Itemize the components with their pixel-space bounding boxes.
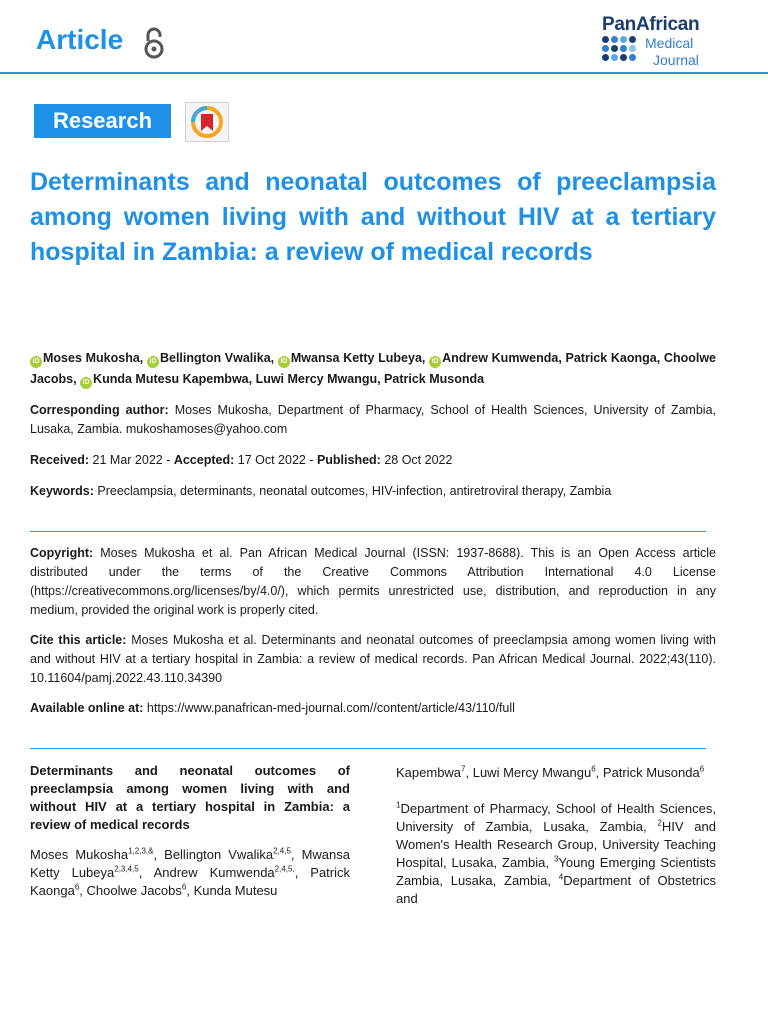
divider: [30, 531, 706, 532]
keywords-label: Keywords:: [30, 484, 94, 498]
author-name: Moses Mukosha: [30, 847, 129, 862]
author-name: , Luwi Mercy Mwangu: [465, 765, 592, 780]
affiliation-marker: 2: [657, 818, 662, 828]
affiliation: Department of Pharmacy, School of Health Sciences, University of Zambia, Lusaka, Zambia,: [396, 801, 716, 834]
corresponding-text: Moses Mukosha, Department of Pharmacy, School of Health Sciences, University of Zambia, Lusaka, Zambia. mukoshamoses@yahoo.com: [30, 403, 717, 436]
affiliation-marker: 2,4,5,: [274, 864, 295, 874]
affiliation-marker: 6: [181, 882, 187, 892]
copyright-label: Copyright:: [30, 546, 94, 560]
research-badge: Research: [34, 104, 171, 138]
author-name: , Andrew Kumwenda: [138, 865, 275, 880]
available-online: [30, 699, 716, 718]
column-article-title: Determinants and neonatal outcomes of preeclampsia among women living with and without HIV at a tertiary hospital in Zambia: a review of medical records: [30, 763, 350, 832]
author-name: , Bellington Vwalika: [153, 847, 274, 862]
keywords: [30, 482, 716, 501]
orcid-icon[interactable]: iD: [80, 377, 92, 389]
crossmark-symbol-icon: [186, 103, 228, 141]
journal-name: PanAfrican: [602, 14, 700, 35]
journal-sub-journal: Journal: [653, 52, 699, 68]
orcid-icon[interactable]: iD: [429, 356, 441, 368]
author-name: , Patrick Kaonga: [30, 865, 350, 898]
cite-text: Moses Mukosha et al. Determinants and neonatal outcomes of preeclampsia among women living with and without HIV at a tertiary hospital in Zambia: a review of medical records. Pan African Medical Journal. 2022;43(110). 10.11604/pamj.2022.43.110.34390: [30, 633, 717, 685]
affiliation-marker: 2,3,4,5: [114, 864, 139, 874]
author-name: , Kunda Mutesu: [186, 883, 278, 898]
affiliation-marker: 6: [591, 764, 596, 774]
affiliation: HIV and Women's Health Research Group, University Teaching Hospital, Lusaka, Zambia,: [396, 819, 716, 870]
author-list: [30, 348, 716, 390]
available-label: Available online at:: [30, 701, 144, 715]
author-name: Mwansa Ketty Lubeya,: [290, 351, 426, 365]
column-author-list: [30, 846, 350, 900]
affiliation-marker: 3: [553, 854, 559, 864]
received-label: Received:: [30, 453, 90, 467]
orcid-icon[interactable]: iD: [30, 356, 42, 368]
keywords-text: Preeclampsia, determinants, neonatal outcomes, HIV-infection, antiretroviral therapy, Zambia: [93, 484, 612, 498]
affiliation-marker: 6: [699, 764, 705, 774]
published-date: 28 Oct 2022: [380, 453, 453, 467]
left-column: [30, 762, 350, 912]
available-link[interactable]: https://www.panafrican-med-journal.com//content/article/43/110/full: [143, 701, 515, 715]
affiliation: Young Emerging Scientists Zambia, Lusaka, Zambia,: [396, 855, 717, 888]
author-name: Kunda Mutesu Kapembwa, Luwi Mercy Mwangu, Patrick Musonda: [93, 372, 485, 386]
orcid-icon[interactable]: iD: [278, 356, 290, 368]
author-name: Andrew Kumwenda, Patrick Kaonga, Choolwe Jacobs,: [30, 351, 716, 386]
journal-logo[interactable]: [600, 14, 740, 70]
affiliation-marker: 2,4,5: [273, 846, 291, 856]
author-name: Moses Mukosha,: [43, 351, 144, 365]
cite-label: Cite this article:: [30, 633, 127, 647]
accepted-date: 17 Oct 2022 -: [234, 453, 317, 467]
corresponding-label: Corresponding author:: [30, 403, 169, 417]
cite-this-article: [30, 631, 716, 688]
column-author-list-cont: [396, 764, 716, 782]
open-access-lock-icon: [143, 26, 165, 60]
author-name: , Patrick Musonda: [595, 765, 700, 780]
affiliation-marker: 4: [558, 872, 564, 882]
affiliations: [396, 800, 716, 908]
corresponding-author: [30, 401, 716, 439]
affiliation-marker: 1,2,3,&: [128, 846, 154, 856]
affiliation: Department of Obstetrics and: [396, 873, 717, 906]
logo-dots-icon: [600, 34, 640, 64]
crossmark-icon[interactable]: [185, 102, 229, 142]
author-name: Kapembwa: [396, 765, 462, 780]
author-name: , Choolwe Jacobs: [79, 883, 182, 898]
received-date: 21 Mar 2022 -: [89, 453, 174, 467]
article-dates: [30, 451, 716, 470]
page-header: [0, 0, 768, 74]
published-label: Published:: [316, 453, 381, 467]
right-column: [396, 764, 716, 920]
affiliation-marker: 7: [461, 764, 466, 774]
accepted-label: Accepted:: [173, 453, 235, 467]
article-label: Article: [36, 24, 124, 55]
affiliation-marker: 6: [74, 882, 80, 892]
author-name: Bellington Vwalika,: [159, 351, 275, 365]
orcid-icon[interactable]: iD: [147, 356, 159, 368]
divider: [30, 748, 706, 749]
copyright-notice: [30, 544, 716, 620]
journal-sub-medical: Medical: [645, 35, 694, 51]
author-name: , Mwansa Ketty Lubeya: [30, 847, 350, 880]
article-title: Determinants and neonatal outcomes of preeclampsia among women living with and without HIV at a tertiary hospital in Zambia: a review of medical records: [30, 168, 716, 266]
copyright-text: Moses Mukosha et al. Pan African Medical Journal (ISSN: 1937-8688). This is an Open Access article distributed under the terms of the Creative Commons Attribution International 4.0 License (https://creativecommons.org/licenses/by/4.0/), which permits unrestricted use, distribution, and reproduction in any medium, provided the original work is properly cited.: [30, 546, 716, 617]
affiliation-marker: 1: [396, 800, 401, 810]
